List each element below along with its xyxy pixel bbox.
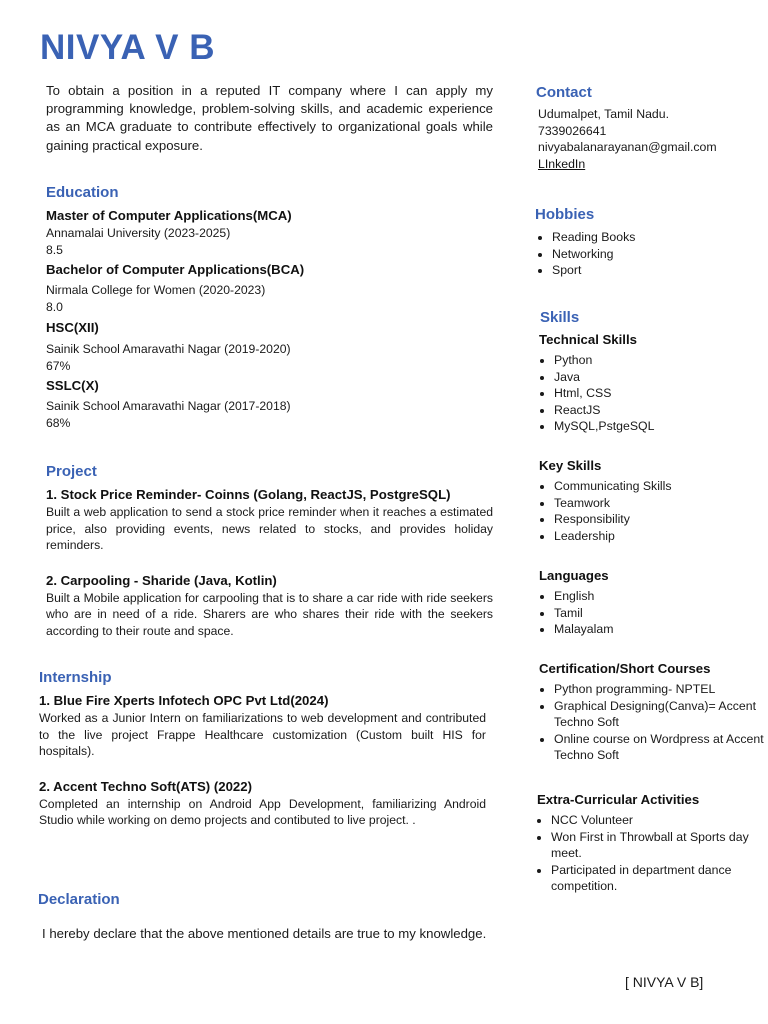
contact-email[interactable]: nivyabalanarayanan@gmail.com — [538, 140, 717, 154]
hobbies-title: Hobbies — [535, 206, 595, 223]
candidate-name: NIVYA V B — [40, 28, 216, 67]
contact-title: Contact — [536, 84, 592, 101]
contact-phone[interactable]: 7339026641 — [538, 123, 607, 138]
declaration-title: Declaration — [38, 891, 120, 908]
education-degree: HSC(XII) — [46, 320, 99, 335]
education-score: 8.5 — [46, 242, 63, 257]
skill-item: • ReactJS — [554, 402, 654, 419]
education-score: 67% — [46, 358, 71, 373]
languages-title: Languages — [539, 568, 609, 583]
extracurricular-title: Extra-Curricular Activities — [537, 792, 700, 807]
activity-item: • Participated in department dance competition. — [551, 862, 766, 895]
internship-heading: 2. Accent Techno Soft(ATS) (2022) — [39, 778, 252, 794]
language-item: • Malayalam — [554, 621, 613, 638]
technical-skills-list — [538, 352, 654, 435]
education-degree: Master of Computer Applications(MCA) — [46, 208, 292, 223]
key-skill-item: • Teamwork — [554, 495, 672, 512]
skill-item: • Python — [554, 352, 654, 369]
project-description: Built a web application to send a stock price reminder when it reaches a estimated price, also providing events, news related to stocks, and provides holiday reminders. — [46, 505, 493, 552]
technical-skills-title: Technical Skills — [539, 332, 637, 347]
certification-item: • Online course on Wordpress at Accent Techno Soft — [554, 731, 764, 764]
extracurricular-list — [535, 812, 766, 895]
hobby-item: • Networking — [552, 246, 635, 263]
project-section — [46, 486, 493, 639]
key-skill-item: • Communicating Skills — [554, 478, 672, 495]
key-skills-list — [538, 478, 672, 544]
key-skills-title: Key Skills — [539, 458, 602, 473]
hobbies-list — [536, 229, 635, 279]
education-school: Nirmala College for Women (2020-2023) — [46, 283, 266, 297]
skill-item: • Java — [554, 369, 654, 386]
hobby-item: • Sport — [552, 262, 635, 279]
education-degree: SSLC(X) — [46, 378, 99, 393]
signature: [ NIVYA V B] — [625, 974, 704, 990]
internship-section — [39, 692, 486, 829]
contact-section — [538, 106, 717, 172]
language-item: • English — [554, 588, 613, 605]
languages-list — [538, 588, 613, 638]
declaration-text: I hereby declare that the above mentioned details are true to my knowledge. — [42, 926, 487, 941]
hobby-item: • Reading Books — [552, 229, 635, 246]
education-school: Sainik School Amaravathi Nagar (2019-2020) — [46, 342, 291, 356]
project-description: Built a Mobile application for carpooling that is to share a car ride with ride seekers who are in need of a ride. Sharers are who shares their ride with the seekers according to their route and space. — [46, 590, 493, 638]
key-skill-item: • Leadership — [554, 528, 672, 545]
contact-address: Udumalpet, Tamil Nadu. — [538, 107, 670, 121]
education-section — [46, 207, 486, 431]
skill-item: • Html, CSS — [554, 385, 654, 402]
project-title: Project — [46, 463, 97, 480]
linkedin-link[interactable]: LInkedIn — [538, 156, 586, 171]
education-school: Sainik School Amaravathi Nagar (2017-2018) — [46, 399, 291, 413]
skill-item: • MySQL,PstgeSQL — [554, 418, 654, 435]
activity-item: • Won First in Throwball at Sports day meet. — [551, 829, 766, 862]
certifications-list — [538, 681, 764, 764]
internship-heading: 1. Blue Fire Xperts Infotech OPC Pvt Ltd(2024) — [39, 693, 329, 708]
education-school: Annamalai University (2023-2025) — [46, 226, 231, 240]
education-title: Education — [46, 184, 119, 201]
education-score: 68% — [46, 415, 71, 430]
internship-description: Worked as a Junior Intern on familiarizations to web development and contributed to the live project Frappe Healthcare customization (Custom built HIS for hospitals). — [39, 711, 486, 758]
certifications-title: Certification/Short Courses — [539, 661, 711, 676]
language-item: • Tamil — [554, 605, 613, 622]
project-heading: 1. Stock Price Reminder- Coinns (Golang, ReactJS, PostgreSQL) — [46, 487, 451, 502]
project-heading: 2. Carpooling - Sharide (Java, Kotlin) — [46, 572, 277, 588]
activity-item: • NCC Volunteer — [551, 812, 766, 829]
objective-text: To obtain a position in a reputed IT company where I can apply my programming knowledge, problem-solving skills, and academic experience as an MCA graduate to contribute effectively to organizational goals while gaining practical exposure. — [46, 83, 493, 153]
certification-item: • Graphical Designing(Canva)= Accent Techno Soft — [554, 698, 764, 731]
education-degree: Bachelor of Computer Applications(BCA) — [46, 262, 305, 277]
internship-title: Internship — [39, 669, 112, 686]
skills-title: Skills — [540, 309, 580, 326]
internship-description: Completed an internship on Android App Development, familiarizing Android Studio while working on demo projects and contibuted to live project. . — [39, 796, 486, 827]
education-score: 8.0 — [46, 299, 63, 314]
certification-item: • Python programming- NPTEL — [554, 681, 764, 698]
key-skill-item: • Responsibility — [554, 511, 672, 528]
